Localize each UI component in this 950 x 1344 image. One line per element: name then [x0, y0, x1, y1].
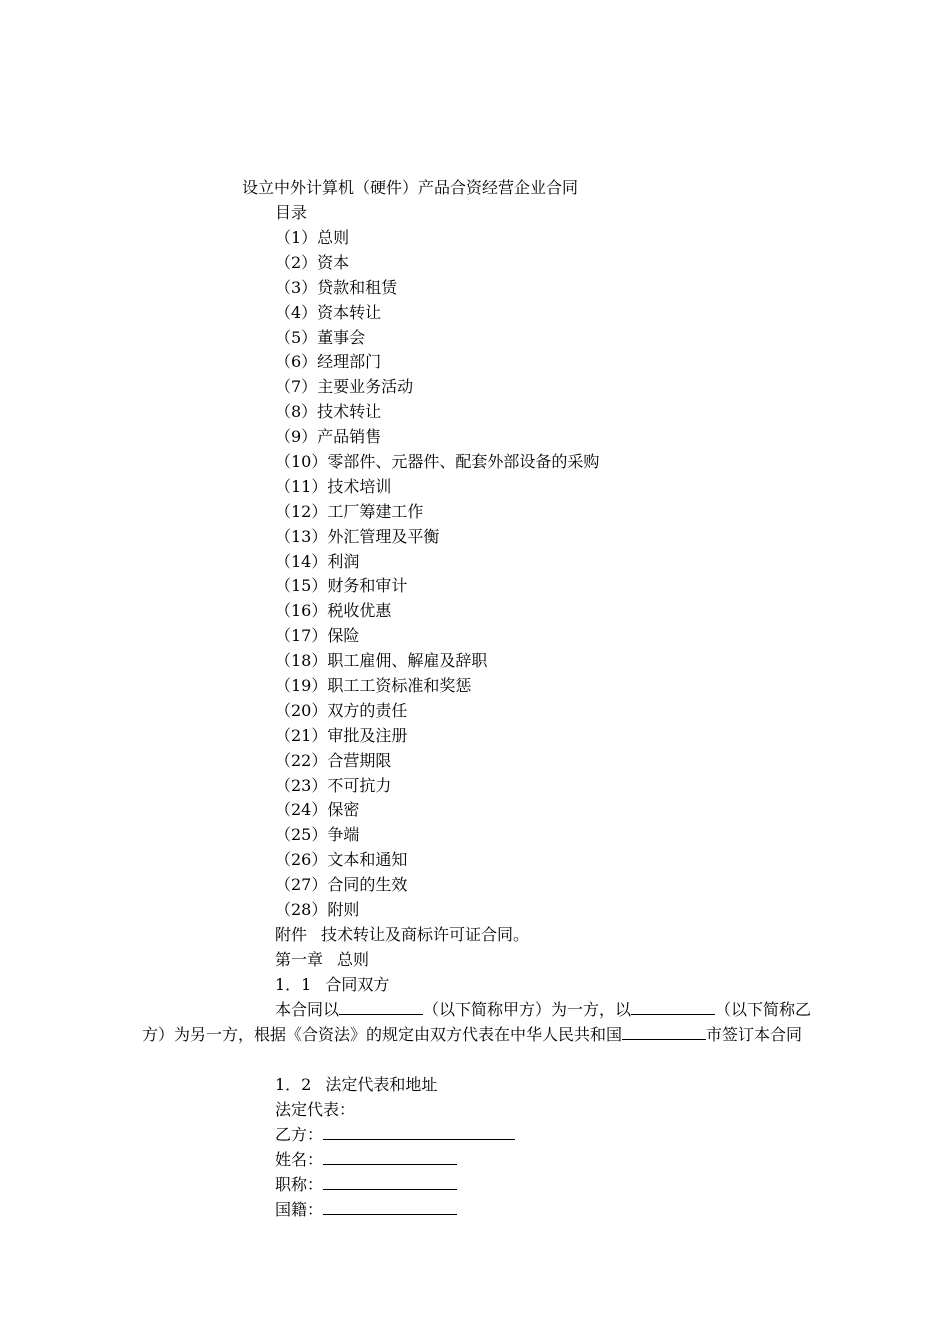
toc-item: （14）利润	[275, 551, 360, 571]
toc-item: （25）争端	[275, 825, 360, 845]
table-of-contents	[275, 226, 599, 923]
toc-item: （23）不可抗力	[275, 775, 392, 795]
toc-item: （6）经理部门	[275, 352, 382, 372]
toc-item: （7）主要业务活动	[275, 377, 414, 397]
toc-item: （17）保险	[275, 626, 360, 646]
toc-item: （1）总则	[275, 228, 350, 247]
section-title: 法定代表和地址	[325, 1075, 438, 1094]
party-b-blank	[323, 1125, 515, 1140]
chapter-label: 第一章	[275, 950, 324, 969]
blank-party-b	[631, 1000, 715, 1015]
toc-item: （9）产品销售	[275, 427, 382, 447]
toc-heading: 目录	[275, 203, 308, 222]
blank-party-a	[339, 1000, 423, 1015]
legal-rep-label: 法定代表：	[275, 1100, 356, 1119]
toc-item: （22）合营期限	[275, 750, 392, 770]
section-heading-1-1	[275, 973, 389, 997]
toc-item: （2）资本	[275, 252, 350, 272]
nationality-blank	[323, 1200, 457, 1215]
toc-item: （18）职工雇佣、解雇及辞职	[275, 651, 488, 671]
position-label: 职称：	[275, 1175, 324, 1194]
toc-item: （10）零部件、元器件、配套外部设备的采购	[275, 452, 600, 472]
party-b-label: 乙方：	[275, 1125, 324, 1144]
name-line	[275, 1148, 457, 1172]
section-title: 合同双方	[325, 975, 390, 994]
toc-item: （11）技术培训	[275, 476, 392, 496]
toc-item: （15）财务和审计	[275, 576, 408, 596]
blank-city	[622, 1025, 706, 1040]
nationality-label: 国籍：	[275, 1200, 324, 1219]
toc-item: （19）职工工资标准和奖惩	[275, 676, 472, 696]
nationality-line	[275, 1198, 457, 1222]
name-blank	[323, 1150, 457, 1165]
toc-item: （21）审批及注册	[275, 725, 408, 745]
party-b-line	[275, 1123, 515, 1147]
document-title: 设立中外计算机（硬件）产品合资经营企业合同	[242, 178, 579, 197]
appendix-line	[275, 923, 529, 947]
toc-item: （12）工厂筹建工作	[275, 501, 424, 521]
chapter-heading	[275, 948, 369, 972]
appendix-text: 技术转让及商标许可证合同。	[321, 925, 530, 944]
toc-item: （28）附则	[275, 900, 360, 920]
toc-item: （4）资本转让	[275, 302, 382, 322]
toc-item: （26）文本和通知	[275, 850, 408, 870]
toc-item: （3）贷款和租赁	[275, 277, 398, 297]
toc-item: （8）技术转让	[275, 402, 382, 422]
toc-item: （20）双方的责任	[275, 700, 408, 720]
position-blank	[323, 1175, 457, 1190]
section-heading-1-2	[275, 1073, 437, 1097]
position-line	[275, 1173, 457, 1197]
toc-item: （5）董事会	[275, 327, 366, 347]
section-number: 1．1	[275, 975, 312, 994]
toc-item: （13）外汇管理及平衡	[275, 526, 440, 546]
appendix-label: 附件	[275, 925, 308, 944]
section-number: 1．2	[275, 1075, 312, 1094]
parties-paragraph: 本合同以 （以下简称甲方）为一方，以 （以下简称乙方）为另一方，根据《合资法》的规定由双方代表在中华人民共和国 市签订本合同	[142, 1000, 812, 1044]
toc-item: （24）保密	[275, 800, 360, 820]
name-label: 姓名：	[275, 1150, 324, 1169]
chapter-title: 总则	[337, 950, 370, 969]
toc-item: （27）合同的生效	[275, 875, 408, 895]
toc-item: （16）税收优惠	[275, 601, 392, 621]
